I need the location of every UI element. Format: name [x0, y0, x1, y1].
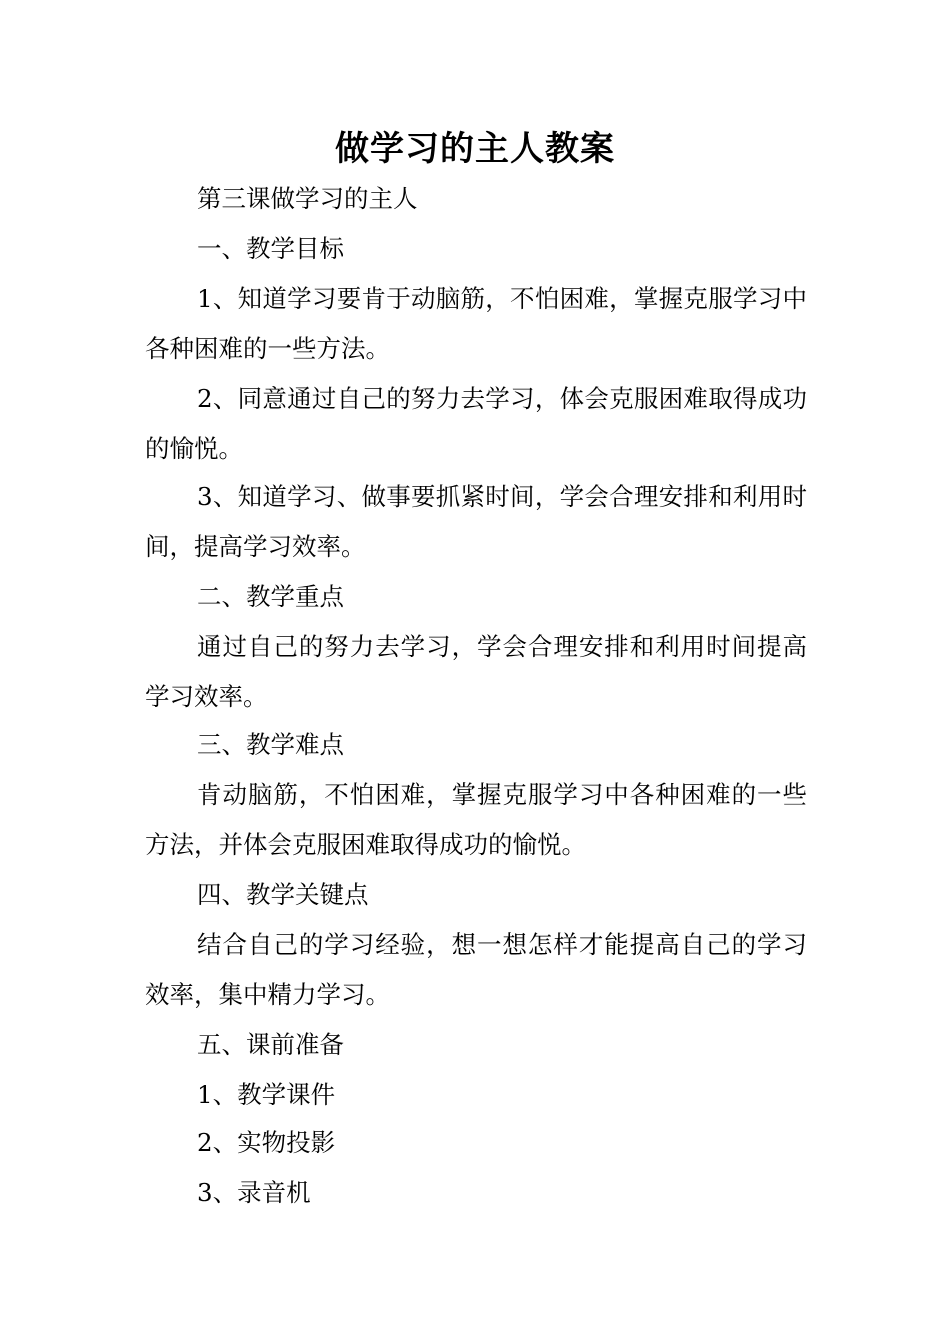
lesson-heading: 第三课做学习的主人	[197, 184, 418, 213]
objective-3: 3、知道学习、做事要抓紧时间，学会合理安排和利用时间，提高学习效率。	[145, 482, 807, 561]
section-heading-key-points: 二、教学重点	[197, 582, 344, 611]
document-title: 做学习的主人教案	[335, 129, 615, 169]
preparation-item-2: 2、实物投影	[197, 1128, 336, 1157]
preparation-item-3: 3、录音机	[197, 1178, 311, 1207]
section-heading-critical-points: 四、教学关键点	[197, 880, 369, 909]
preparation-item-1: 1、教学课件	[197, 1080, 336, 1109]
difficulties-text: 肯动脑筋，不怕困难，掌握克服学习中各种困难的一些方法，并体会克服困难取得成功的愉悦。	[145, 780, 807, 859]
objective-2: 2、同意通过自己的努力去学习，体会克服困难取得成功的愉悦。	[145, 384, 807, 463]
section-heading-difficulties: 三、教学难点	[197, 730, 344, 759]
section-heading-preparation: 五、课前准备	[197, 1030, 344, 1059]
objective-1: 1、知道学习要肯于动脑筋，不怕困难，掌握克服学习中各种困难的一些方法。	[145, 284, 807, 363]
key-points-text: 通过自己的努力去学习，学会合理安排和利用时间提高学习效率。	[145, 632, 807, 711]
critical-points-text: 结合自己的学习经验，想一想怎样才能提高自己的学习效率，集中精力学习。	[145, 930, 807, 1009]
section-heading-objectives: 一、教学目标	[197, 234, 344, 263]
